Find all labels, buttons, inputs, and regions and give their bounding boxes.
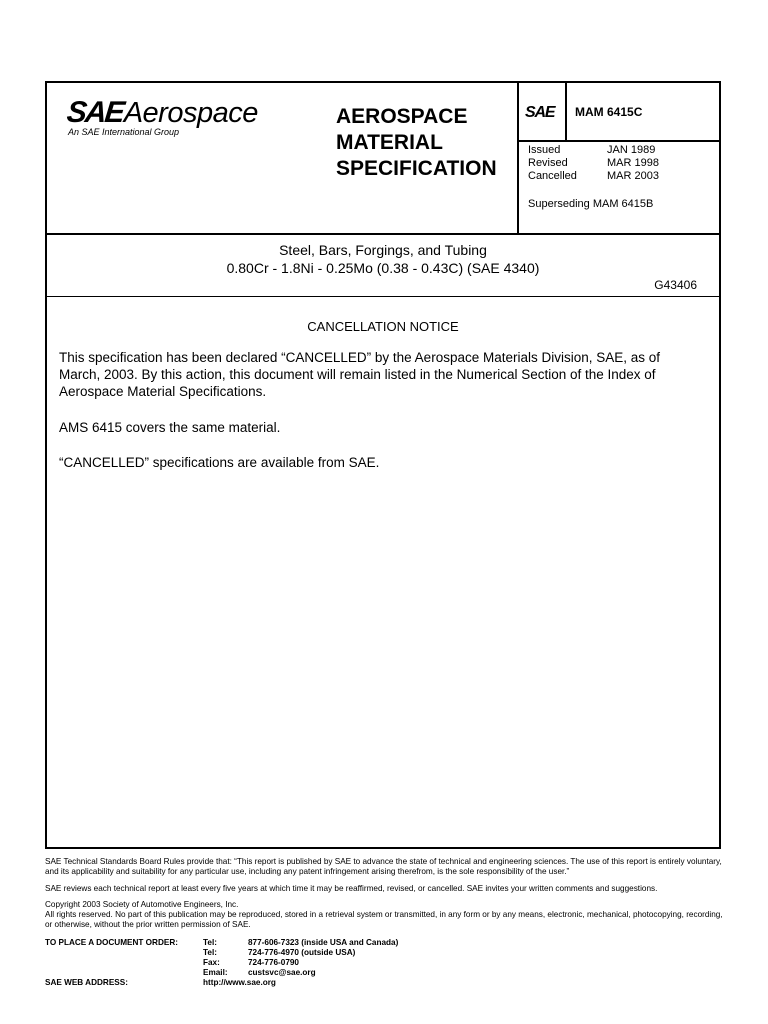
spec-title — [336, 104, 497, 182]
date-row — [528, 170, 659, 183]
notice-paragraph: AMS 6415 covers the same material. — [59, 420, 281, 435]
date-label: Revised — [528, 157, 568, 169]
contact-row — [45, 958, 398, 968]
logo-subtitle: An SAE International Group — [68, 127, 180, 137]
superseding-note: Superseding MAM 6415B — [528, 198, 654, 210]
spec-title-line: SPECIFICATION — [336, 157, 497, 180]
spec-title-line: MATERIAL — [336, 131, 443, 154]
date-label: Issued — [528, 144, 561, 156]
logo-aerospace-text: Aerospace — [123, 97, 258, 129]
notice-paragraph: “CANCELLED” specifications are available from SAE. — [59, 455, 380, 470]
contact-value: 724-776-4970 (outside USA) — [248, 948, 356, 957]
contact-type: Tel: — [203, 938, 217, 947]
date-row — [528, 144, 659, 157]
header-divider-vertical — [517, 83, 519, 233]
date-table — [528, 144, 659, 183]
footer-review: SAE reviews each technical report at least every five years at which time it may be reaffirmed, revised, or cancelled. SAE invites your written comments and suggestions. — [45, 884, 658, 893]
header-divider-logo — [565, 83, 567, 141]
date-value: MAR 1998 — [607, 157, 659, 169]
subject-block — [47, 241, 719, 277]
web-address-link[interactable]: http://www.sae.org — [203, 978, 276, 987]
document-frame — [45, 81, 721, 849]
date-value: MAR 2003 — [607, 170, 659, 182]
contact-row — [45, 968, 398, 978]
contact-row — [45, 938, 398, 948]
subject-divider — [47, 296, 719, 297]
footer-rules: SAE Technical Standards Board Rules provide that: “This report is published by SAE to advance the state of technical and engineering sciences. The use of this report is entirely voluntary, and its applicability and suitability for any particular use, including any patent infringement arising therefrom, is the sole responsibility of the user.” — [45, 857, 722, 876]
web-label: SAE WEB ADDRESS: — [45, 978, 128, 987]
order-label: TO PLACE A DOCUMENT ORDER: — [45, 938, 178, 947]
footer-copyright: Copyright 2003 Society of Automotive Engineers, Inc. — [45, 900, 239, 909]
spec-title-line: AEROSPACE — [336, 105, 468, 128]
contact-type: Email: — [203, 968, 228, 977]
notice-title: CANCELLATION NOTICE — [307, 319, 459, 334]
logo-sae-text: SAE — [65, 96, 125, 129]
date-row — [528, 157, 659, 170]
footer-copyright-block — [45, 900, 725, 930]
subject-line-2: 0.80Cr - 1.8Ni - 0.25Mo (0.38 - 0.43C) (SAE 4340) — [226, 260, 540, 276]
header-divider-number — [517, 140, 719, 142]
contact-type: Fax: — [203, 958, 220, 967]
contact-value: 877-606-7323 (inside USA and Canada) — [248, 938, 399, 947]
contact-row — [45, 978, 398, 988]
sae-small-logo: SAE — [525, 104, 555, 121]
footer-rights: All rights reserved. No part of this publication may be reproduced, stored in a retrieval system or transmitted, in any form or by any means, electronic, mechanical, photocopying, recording, or otherwise, without the prior written permission of SAE. — [45, 910, 723, 929]
document-number: MAM 6415C — [575, 105, 643, 119]
subject-line-1: Steel, Bars, Forgings, and Tubing — [279, 242, 487, 258]
contact-value: 724-776-0790 — [248, 958, 299, 967]
date-value: JAN 1989 — [607, 144, 656, 156]
notice-paragraph: This specification has been declared “CANCELLED” by the Aerospace Materials Division, SAE, as of March, 2003. By this action, this document will remain listed in the Numerical Section of the Index of Aerospace Material Specifications. — [59, 350, 661, 399]
contact-email[interactable]: custsvc@sae.org — [248, 968, 316, 977]
contact-type: Tel: — [203, 948, 217, 957]
date-label: Cancelled — [528, 170, 577, 182]
order-contacts — [45, 938, 398, 988]
header-divider-bottom — [47, 233, 719, 235]
contact-row — [45, 948, 398, 958]
sae-aerospace-logo — [67, 96, 258, 137]
material-code: G43406 — [654, 278, 697, 292]
